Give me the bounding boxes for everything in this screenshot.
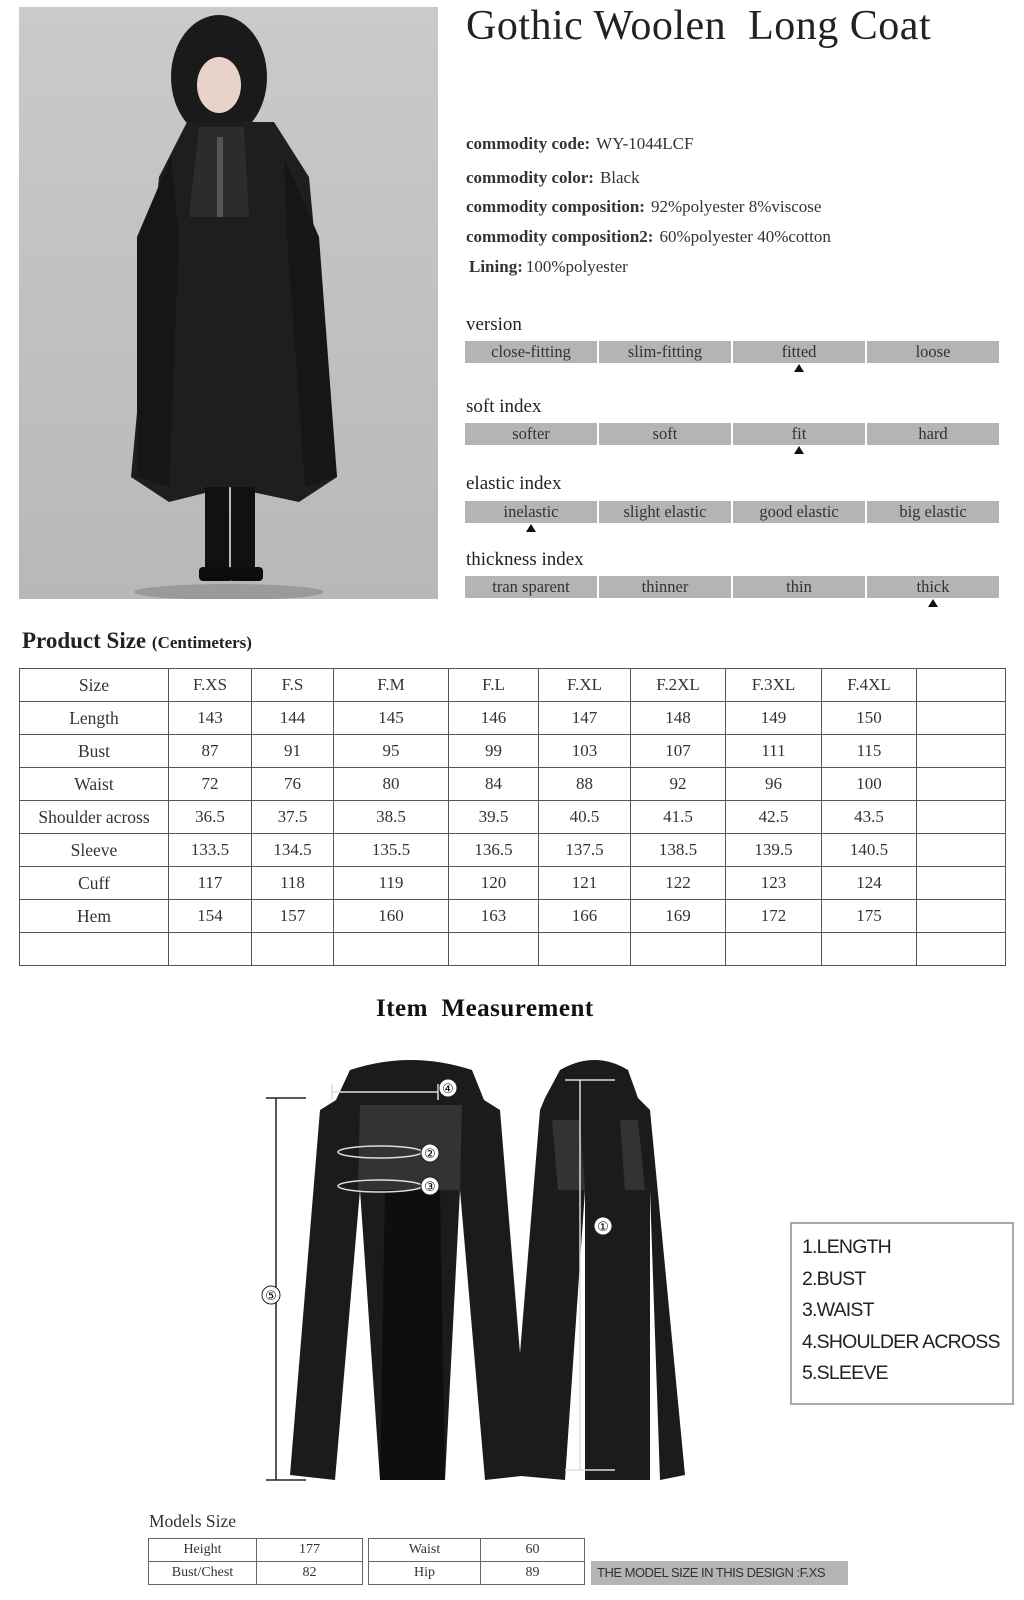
size-table-row (20, 801, 1006, 834)
size-cell: 120 (449, 867, 539, 900)
size-cell: F.XS (169, 669, 252, 702)
size-cell: 36.5 (169, 801, 252, 834)
thickness-index-title: thickness index (466, 549, 584, 570)
soft-index-option: soft (599, 423, 731, 445)
size-cell: F.M (334, 669, 449, 702)
size-cell: 133.5 (169, 834, 252, 867)
elastic-index-title: elastic index (466, 473, 562, 494)
marker-5: ⑤ (265, 1289, 277, 1304)
size-table-row (20, 702, 1006, 735)
size-cell: 91 (252, 735, 334, 768)
size-cell: 122 (631, 867, 726, 900)
model-value: 89 (481, 1562, 585, 1585)
legend-item: 2.BUST (802, 1267, 866, 1290)
size-cell: 96 (726, 768, 822, 801)
size-cell: 115 (822, 735, 917, 768)
size-cell: F.2XL (631, 669, 726, 702)
product-photo (19, 7, 438, 599)
elastic-index-bar (465, 501, 999, 523)
legend-item: 1.LENGTH (802, 1236, 891, 1258)
size-cell: 146 (449, 702, 539, 735)
size-row-label: Cuff (20, 867, 169, 900)
size-cell: 95 (334, 735, 449, 768)
size-cell: 135.5 (334, 834, 449, 867)
size-cell: 143 (169, 702, 252, 735)
model-size-note: THE MODEL SIZE IN THIS DESIGN :F.XS (591, 1561, 848, 1585)
version-option: loose (867, 341, 999, 363)
size-cell (334, 933, 449, 966)
size-cell: 136.5 (449, 834, 539, 867)
size-cell: 88 (539, 768, 631, 801)
legend-item: 3.WAIST (802, 1299, 874, 1321)
thickness-index-option: thin (733, 576, 865, 598)
size-cell (917, 867, 1006, 900)
marker-2: ② (424, 1147, 436, 1162)
measurement-legend (790, 1222, 1014, 1405)
size-cell: F.S (252, 669, 334, 702)
models-size-title: Models Size (149, 1511, 237, 1531)
size-cell: 118 (252, 867, 334, 900)
size-cell: 145 (334, 702, 449, 735)
marker-1: ① (597, 1220, 609, 1235)
soft-index-option: softer (465, 423, 597, 445)
version-option: close-fitting (465, 341, 597, 363)
size-cell (917, 900, 1006, 933)
size-cell: 38.5 (334, 801, 449, 834)
size-cell: 172 (726, 900, 822, 933)
size-cell (539, 933, 631, 966)
size-cell: 144 (252, 702, 334, 735)
size-cell (917, 801, 1006, 834)
size-cell: 149 (726, 702, 822, 735)
marker-3: ③ (424, 1180, 436, 1195)
selection-marker-icon (526, 524, 536, 532)
elastic-index-option: good elastic (733, 501, 865, 523)
size-table-row (20, 933, 1006, 966)
size-row-label: Sleeve (20, 834, 169, 867)
selection-marker-icon (794, 446, 804, 454)
spec-composition: commodity composition: 92%polyester 8%viscose (466, 197, 822, 216)
size-cell: 100 (822, 768, 917, 801)
version-title: version (466, 314, 522, 335)
size-cell: 43.5 (822, 801, 917, 834)
size-cell (252, 933, 334, 966)
product-size-title: Product Size (Centimeters) (22, 628, 252, 653)
version-bar (465, 341, 999, 363)
size-cell: 107 (631, 735, 726, 768)
model-value: 177 (257, 1539, 363, 1562)
size-cell (917, 834, 1006, 867)
version-option: slim-fitting (599, 341, 731, 363)
size-cell (822, 933, 917, 966)
thickness-index-option: thinner (599, 576, 731, 598)
size-cell (917, 702, 1006, 735)
elastic-index-option: big elastic (867, 501, 999, 523)
size-cell (169, 933, 252, 966)
size-table-row (20, 768, 1006, 801)
product-title: Gothic Woolen Long Coat (466, 3, 932, 49)
size-cell: 123 (726, 867, 822, 900)
elastic-index-option: slight elastic (599, 501, 731, 523)
spec-color: commodity color: Black (466, 168, 640, 187)
size-cell: 163 (449, 900, 539, 933)
measurement-diagram (240, 1050, 700, 1490)
size-cell (917, 933, 1006, 966)
selection-marker-icon (928, 599, 938, 607)
item-measurement-title: Item Measurement (376, 995, 594, 1022)
size-table-header (20, 669, 1006, 702)
size-cell (726, 933, 822, 966)
soft-index-option-selected: fit (733, 423, 865, 445)
size-cell: 103 (539, 735, 631, 768)
size-cell: 37.5 (252, 801, 334, 834)
size-cell: 99 (449, 735, 539, 768)
size-cell: F.3XL (726, 669, 822, 702)
size-cell: 147 (539, 702, 631, 735)
size-table-row (20, 867, 1006, 900)
soft-index-bar (465, 423, 999, 445)
models-table-left (148, 1538, 363, 1585)
models-table-right (368, 1538, 585, 1585)
thickness-index-option: tran sparent (465, 576, 597, 598)
size-cell (449, 933, 539, 966)
size-cell: 140.5 (822, 834, 917, 867)
size-cell: 124 (822, 867, 917, 900)
selection-marker-icon (794, 364, 804, 372)
size-cell: 92 (631, 768, 726, 801)
size-table-row (20, 834, 1006, 867)
size-cell: 72 (169, 768, 252, 801)
size-row-label: Size (20, 669, 169, 702)
model-label: Waist (369, 1539, 481, 1562)
model-value: 60 (481, 1539, 585, 1562)
size-cell: 139.5 (726, 834, 822, 867)
size-cell: 111 (726, 735, 822, 768)
size-cell: 166 (539, 900, 631, 933)
size-row-label: Shoulder across (20, 801, 169, 834)
size-cell: F.4XL (822, 669, 917, 702)
version-option-selected: fitted (733, 341, 865, 363)
spec-composition2: commodity composition2: 60%polyester 40%cotton (466, 227, 831, 246)
size-cell: 148 (631, 702, 726, 735)
size-cell: 137.5 (539, 834, 631, 867)
size-cell: 134.5 (252, 834, 334, 867)
size-cell (631, 933, 726, 966)
size-cell: 41.5 (631, 801, 726, 834)
size-cell: 157 (252, 900, 334, 933)
size-row-label: Waist (20, 768, 169, 801)
size-cell: 169 (631, 900, 726, 933)
size-cell: 175 (822, 900, 917, 933)
model-value: 82 (257, 1562, 363, 1585)
size-cell (917, 768, 1006, 801)
size-row-label (20, 933, 169, 966)
thickness-index-bar (465, 576, 999, 598)
size-cell: 160 (334, 900, 449, 933)
legend-item: 5.SLEEVE (802, 1362, 888, 1384)
size-cell: 119 (334, 867, 449, 900)
soft-index-title: soft index (466, 396, 542, 417)
spec-code: commodity code: WY-1044LCF (466, 134, 694, 153)
elastic-index-option-selected: inelastic (465, 501, 597, 523)
model-label: Height (149, 1539, 257, 1562)
size-table-row (20, 900, 1006, 933)
size-cell: 150 (822, 702, 917, 735)
size-cell: 121 (539, 867, 631, 900)
size-table (19, 668, 1006, 966)
thickness-index-option-selected: thick (867, 576, 999, 598)
size-row-label: Length (20, 702, 169, 735)
size-cell (917, 735, 1006, 768)
spec-lining: Lining: 100%polyester (469, 257, 628, 276)
size-cell: 154 (169, 900, 252, 933)
size-cell: F.L (449, 669, 539, 702)
size-row-label: Bust (20, 735, 169, 768)
model-label: Hip (369, 1562, 481, 1585)
size-cell: 40.5 (539, 801, 631, 834)
size-cell: 80 (334, 768, 449, 801)
size-cell: 87 (169, 735, 252, 768)
size-cell: 117 (169, 867, 252, 900)
size-row-label: Hem (20, 900, 169, 933)
soft-index-option: hard (867, 423, 999, 445)
legend-item: 4.SHOULDER ACROSS (802, 1330, 1000, 1353)
size-cell: 39.5 (449, 801, 539, 834)
size-cell: 42.5 (726, 801, 822, 834)
marker-4: ④ (442, 1082, 454, 1097)
model-label: Bust/Chest (149, 1562, 257, 1585)
size-cell: 138.5 (631, 834, 726, 867)
size-table-row (20, 735, 1006, 768)
size-cell: F.XL (539, 669, 631, 702)
size-cell: 84 (449, 768, 539, 801)
size-cell (917, 669, 1006, 702)
size-cell: 76 (252, 768, 334, 801)
